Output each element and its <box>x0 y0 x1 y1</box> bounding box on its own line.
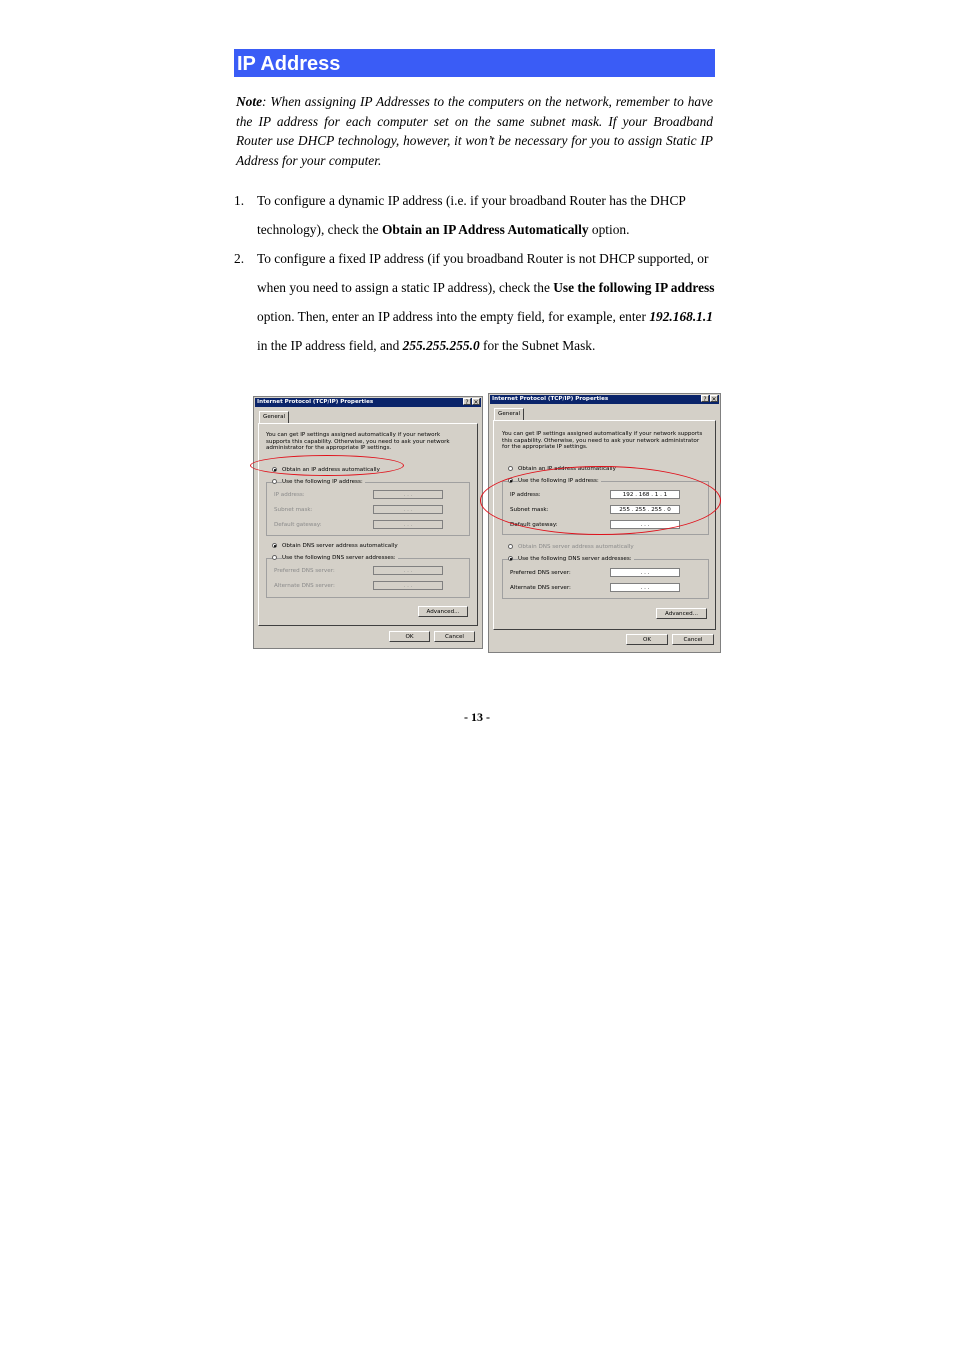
preferred-dns-label: Preferred DNS server: <box>274 568 335 574</box>
section-heading: IP Address <box>234 49 715 77</box>
step-text: To configure a fixed IP address (if you broadband Router is not DHCP supported, or when you need to assign a static IP address), check the <box>257 251 709 295</box>
note-paragraph <box>236 92 713 170</box>
step-number: 1. <box>234 193 245 208</box>
ip-address-label: IP address: <box>274 492 305 498</box>
dns-group <box>502 559 709 599</box>
use-ip-radio[interactable] <box>272 479 277 484</box>
step-1 <box>234 186 724 244</box>
use-dns-label: Use the following DNS server addresses: <box>518 556 632 562</box>
obtain-dns-label: Obtain DNS server address automatically <box>518 544 634 550</box>
step-2 <box>234 244 724 360</box>
step-number: 2. <box>234 251 245 266</box>
close-button[interactable]: ✕ <box>473 399 479 406</box>
subnet-mask-label: Subnet mask: <box>510 507 549 513</box>
alternate-dns-field[interactable]: . . . <box>610 583 680 592</box>
use-dns-label: Use the following DNS server addresses: <box>282 555 396 561</box>
use-ip-label: Use the following IP address: <box>518 478 599 484</box>
note-label: Note <box>236 94 263 109</box>
gateway-label: Default gateway: <box>274 522 322 528</box>
use-ip-label: Use the following IP address: <box>282 479 363 485</box>
description-text: You can get IP settings assigned automatically if your network supports this capability. Otherwise, you need to ask your network administrator for the appropriate IP settings. <box>266 432 450 451</box>
obtain-ip-label: Obtain an IP address automatically <box>518 466 616 472</box>
subnet-mask-field[interactable]: 255 . 255 . 255 . 0 <box>610 505 680 514</box>
description-text: You can get IP settings assigned automatically if your network supports this capability. Otherwise, you need to ask your network administrator for the appropriate IP settings. <box>502 431 703 450</box>
page-number: - 13 - <box>464 710 490 724</box>
ip-example: 192.168.1.1 <box>649 309 713 324</box>
subnet-mask-label: Subnet mask: <box>274 507 313 513</box>
cancel-button[interactable]: Cancel <box>672 634 714 645</box>
dns-group <box>266 558 470 598</box>
help-button[interactable]: ? <box>701 395 709 402</box>
ip-address-label: IP address: <box>510 492 541 498</box>
use-dns-radio[interactable] <box>272 555 277 560</box>
tab-general[interactable]: General <box>259 411 289 423</box>
step-bold: Use the following IP address <box>553 280 715 295</box>
step-text: in the IP address field, and <box>257 338 403 353</box>
obtain-dns-label: Obtain DNS server address automatically <box>282 543 398 549</box>
step-text: for the Subnet Mask. <box>479 338 596 353</box>
alternate-dns-label: Alternate DNS server: <box>274 583 335 589</box>
obtain-dns-radio[interactable] <box>508 544 513 549</box>
title-bar <box>255 398 481 407</box>
tcpip-dialog-dynamic <box>253 396 483 649</box>
dialog-title: Internet Protocol (TCP/IP) Properties <box>492 396 609 402</box>
advanced-button[interactable]: Advanced... <box>418 606 468 617</box>
tab-general[interactable]: General <box>494 408 524 420</box>
cancel-button[interactable]: Cancel <box>434 631 475 642</box>
advanced-button[interactable]: Advanced... <box>656 608 707 619</box>
obtain-ip-radio[interactable] <box>508 466 513 471</box>
obtain-ip-label: Obtain an IP address automatically <box>282 467 380 473</box>
note-text: : When assigning IP Addresses to the computers on the network, remember to have the IP address for each computer set on the same subnet mask. If your Broadband Router use DHCP technology, however, it won’t be necessary for you to assign Static IP Address for your computer. <box>236 94 713 168</box>
highlight-oval <box>480 466 721 535</box>
preferred-dns-label: Preferred DNS server: <box>510 570 571 576</box>
step-text: option. <box>588 222 630 237</box>
obtain-dns-radio[interactable] <box>272 543 277 548</box>
title-bar <box>490 395 719 404</box>
step-text: To configure a dynamic IP address (i.e. if your broadband Router has the DHCP technology), check the <box>257 193 686 237</box>
alternate-dns-label: Alternate DNS server: <box>510 585 571 591</box>
gateway-label: Default gateway: <box>510 522 558 528</box>
ip-address-field[interactable]: . . . <box>373 490 443 499</box>
highlight-oval <box>250 455 404 476</box>
preferred-dns-field[interactable]: . . . <box>610 568 680 577</box>
step-text: option. Then, enter an IP address into the empty field, for example, enter <box>257 309 650 324</box>
gateway-field[interactable]: . . . <box>610 520 680 529</box>
steps-list <box>234 186 724 360</box>
alternate-dns-field[interactable]: . . . <box>373 581 443 590</box>
subnet-mask-field[interactable]: . . . <box>373 505 443 514</box>
dialog-title: Internet Protocol (TCP/IP) Properties <box>257 399 374 405</box>
gateway-field[interactable]: . . . <box>373 520 443 529</box>
close-button[interactable]: ✕ <box>711 396 717 403</box>
help-button[interactable]: ? <box>463 398 471 405</box>
step-bold: Obtain an IP Address Automatically <box>381 222 589 237</box>
ip-address-field[interactable]: 192 . 168 . 1 . 1 <box>610 490 680 499</box>
preferred-dns-field[interactable]: . . . <box>373 566 443 575</box>
use-dns-radio[interactable] <box>508 556 513 561</box>
ok-button[interactable]: OK <box>389 631 430 642</box>
ok-button[interactable]: OK <box>626 634 668 645</box>
mask-example: 255.255.255.0 <box>402 338 480 353</box>
